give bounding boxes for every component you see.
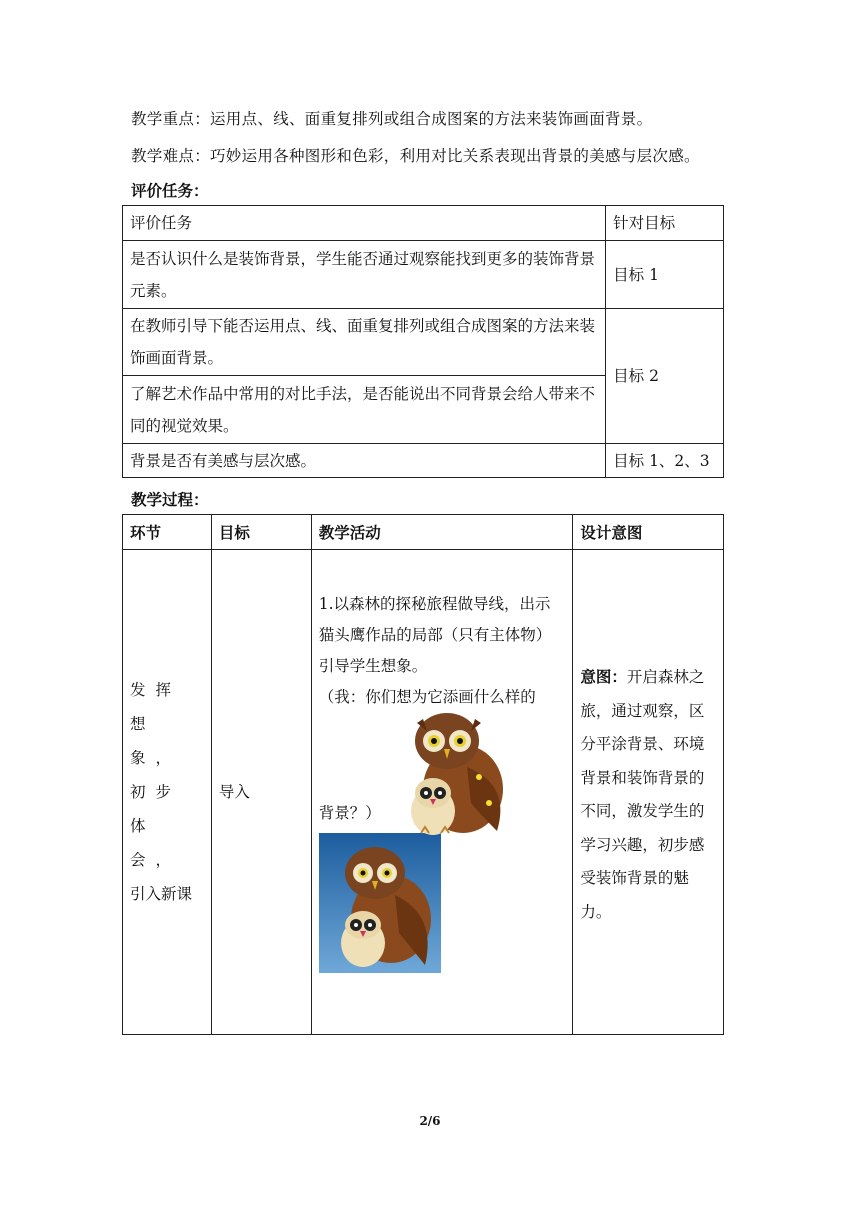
process-stage-cell [123, 550, 212, 1035]
intent-label: 意图： [580, 667, 627, 686]
process-header-activity: 教学活动 [311, 515, 573, 550]
activity-text-2: （我：你们想为它添画什么样的 [318, 688, 536, 706]
eval-row-task: 背景是否有美感与层次感。 [123, 444, 606, 478]
eval-row-task: 在教师引导下能否运用点、线、面重复排列或组合成图案的方法来装饰画面背景。 [123, 309, 606, 376]
eval-row-goal: 目标 2 [606, 309, 724, 444]
intent-text: 开启森林之旅，通过观察，区分平涂背景、环境背景和装饰背景的不同，激发学生的学习兴趣，初步感受装饰背景的魅力。 [580, 668, 705, 921]
process-intent-cell [573, 550, 724, 1035]
stage-line: 发挥想象， [130, 681, 182, 767]
eval-row-goal: 目标 1 [606, 241, 724, 309]
eval-row-task: 是否认识什么是装饰背景，学生能否通过观察能找到更多的装饰背景元素。 [123, 241, 606, 309]
activity-text-1: 1.以森林的探秘旅程做导线，出示猫头鹰作品的局部（只有主体物）引导学生想象。 [318, 595, 552, 675]
owl-plain-image [401, 707, 516, 839]
difficult-point-line: 教学难点：巧妙运用各种图形和色彩，利用对比关系表现出背景的美感与层次感。 [131, 147, 700, 165]
key-point-line: 教学重点：运用点、线、面重复排列或组合成图案的方法来装饰画面背景。 [131, 110, 653, 128]
eval-heading: 评价任务： [131, 181, 209, 200]
eval-row-goal: 目标 1、2、3 [606, 444, 724, 478]
activity-text-3: 背景？） [318, 804, 381, 822]
process-table [122, 514, 724, 1035]
process-heading: 教学过程： [131, 490, 209, 509]
process-activity-cell [311, 550, 573, 1035]
process-header-goal: 目标 [211, 515, 311, 550]
page-number: 2/6 [419, 1114, 441, 1128]
evaluation-table [122, 205, 724, 478]
owl-blue-image [319, 833, 441, 973]
eval-header-goal: 针对目标 [606, 206, 724, 241]
eval-row-task: 了解艺术作品中常用的对比手法，是否能说出不同背景会给人带来不同的视觉效果。 [123, 376, 606, 444]
process-header-intent: 设计意图 [573, 515, 724, 550]
stage-line: 初步体会， [130, 783, 182, 869]
eval-header-task: 评价任务 [123, 206, 606, 241]
process-header-stage: 环节 [123, 515, 212, 550]
stage-line: 引入新课 [130, 885, 193, 903]
process-goal-cell: 导入 [211, 550, 311, 1035]
